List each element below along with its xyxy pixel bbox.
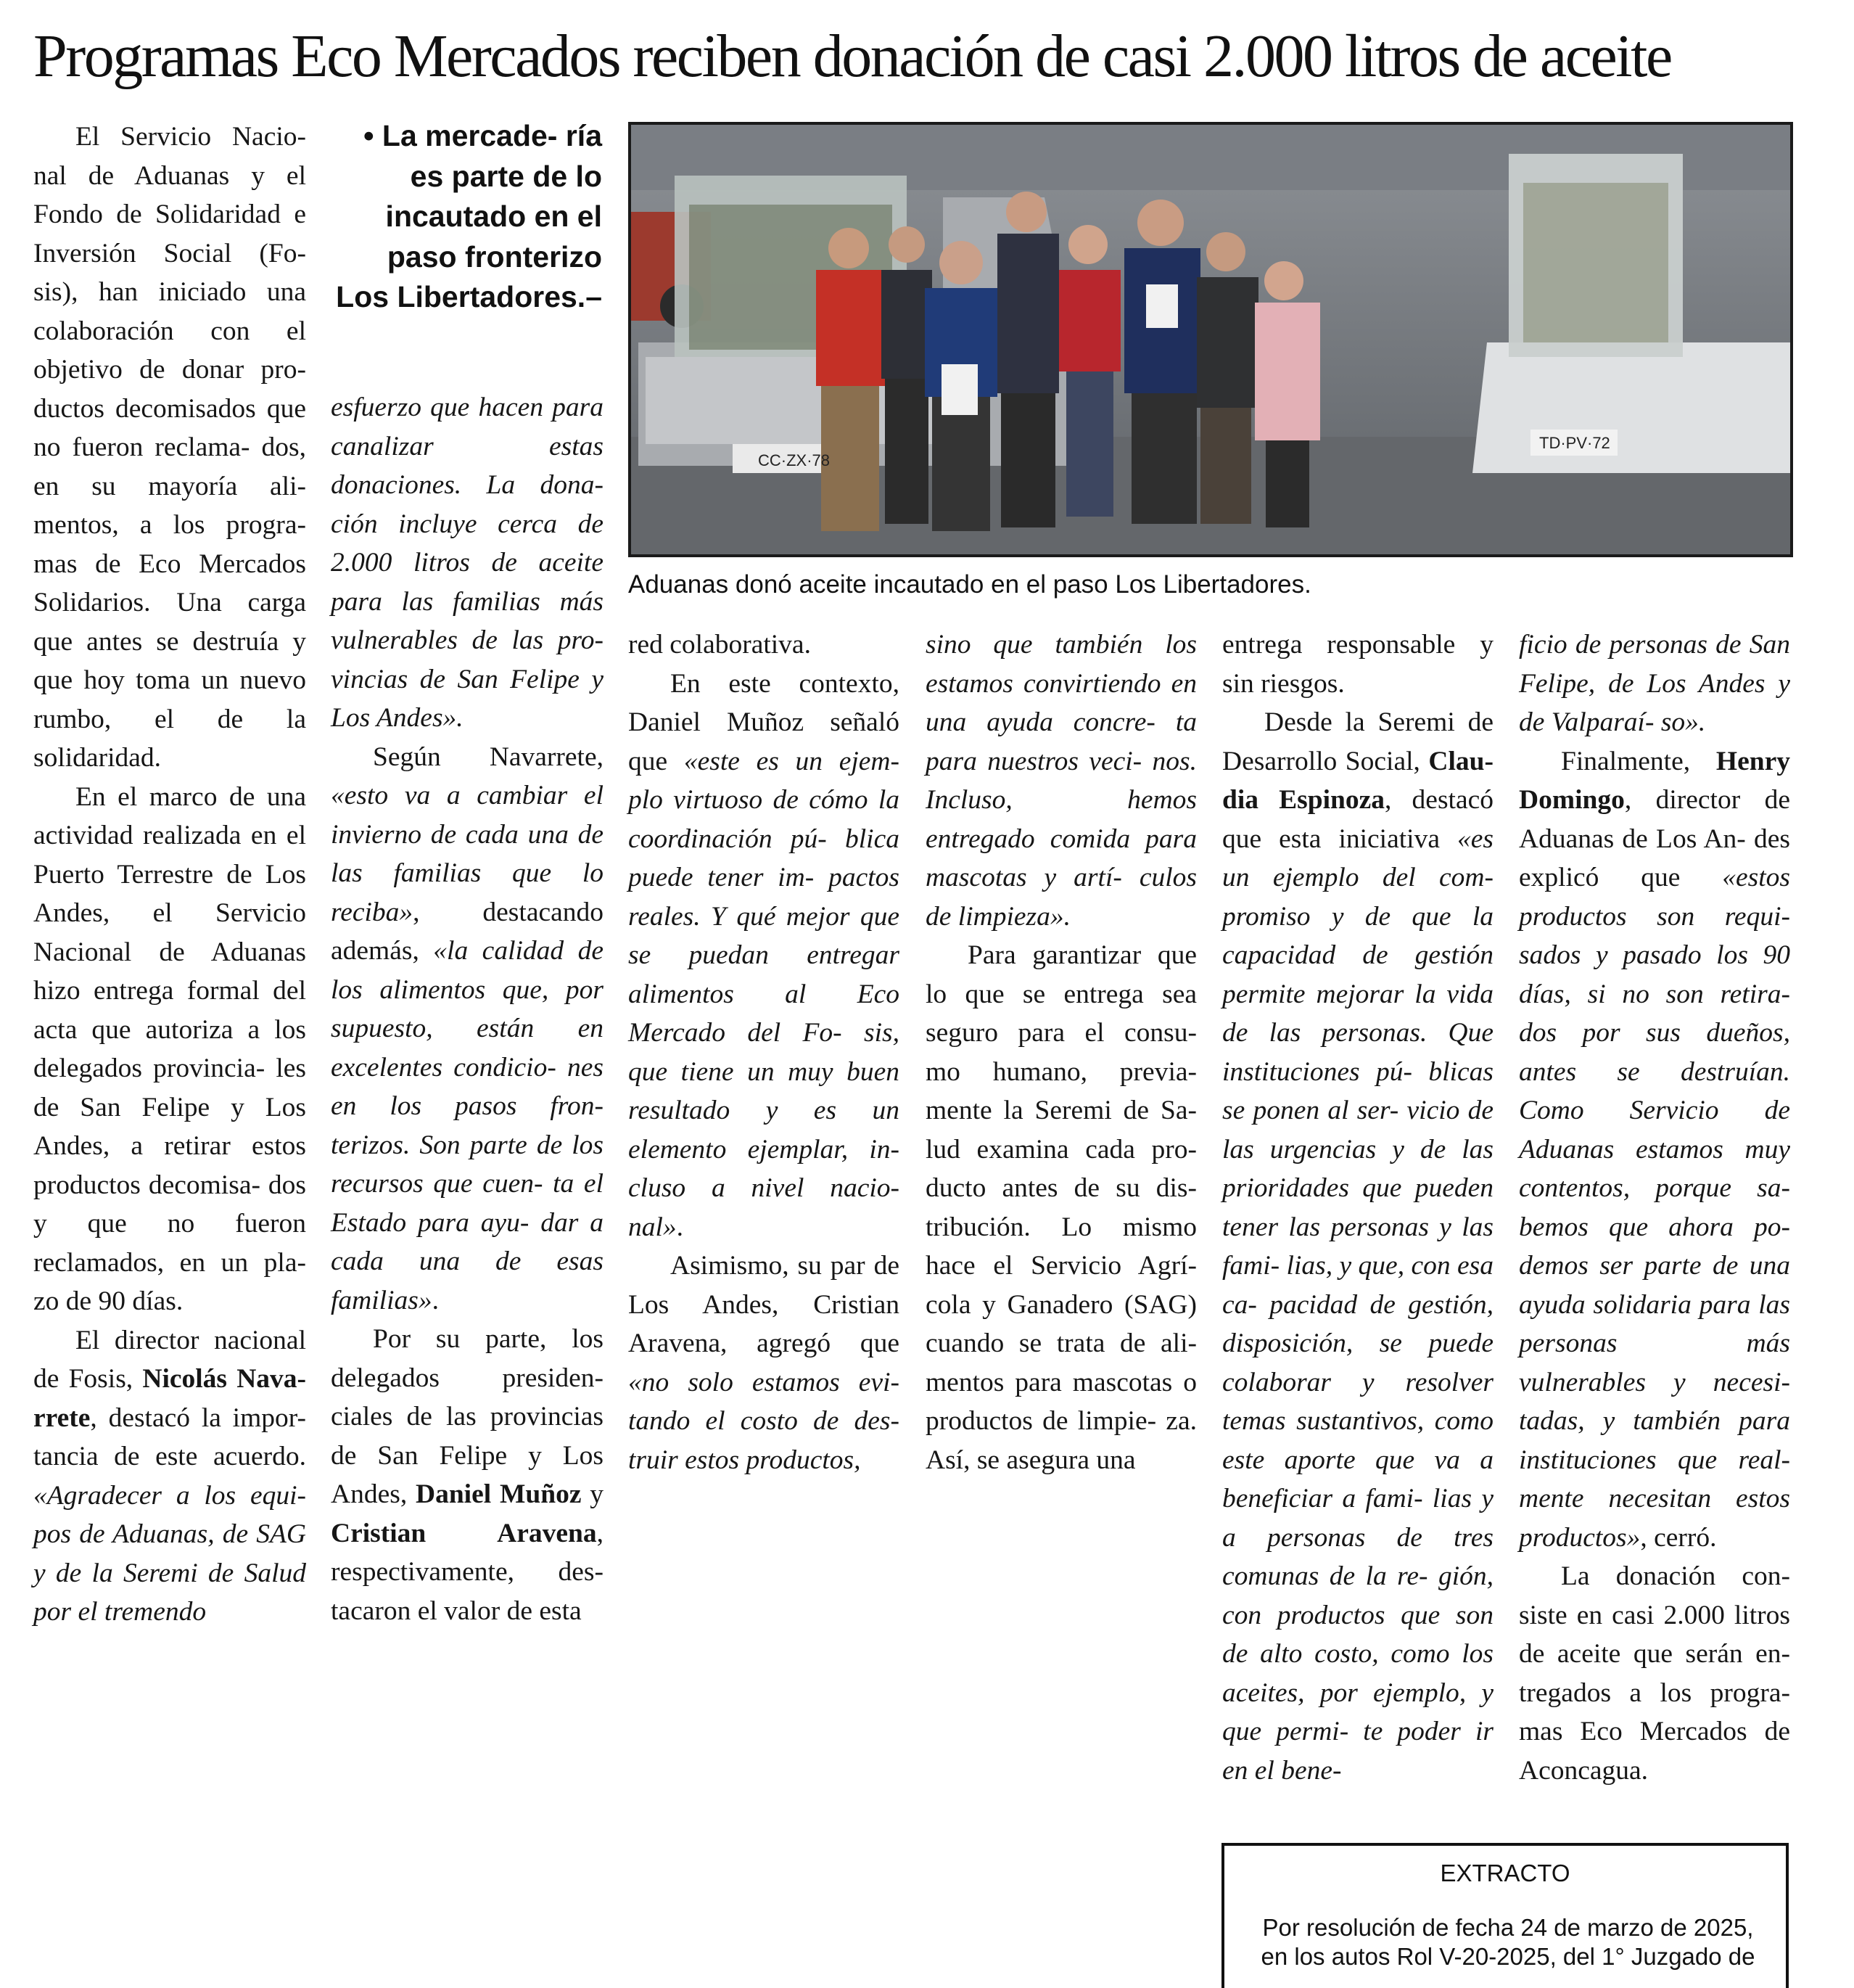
person-name: Nicolás Nava- rrete (33, 1364, 307, 1433)
quote: «esto va a cambiar el invierno de cada una de las familias que lo reciba» (331, 781, 603, 927)
quote: «estos productos son requi- sados y pasado los 90 días, si no son retira- dos por sus dueños, antes se destruían. Como Servicio de Aduanas estamos muy contentos, porque sa- bemos que ahora po- demos ser parte de una ayuda solidaria para las personas más vulnerables y necesi- tadas, y también para instituciones que real- mente necesitan estos productos» (1519, 863, 1790, 1553)
text-run: Asimismo, su par de Los Andes, Cristian Aravena, agregó que (628, 1251, 899, 1358)
extracto-line: en los autos Rol V-20-2025, del 1° Juzgado de (1261, 1943, 1755, 1970)
extracto-box (1221, 1843, 1789, 1988)
text-run: Según Navarrete, (373, 742, 603, 772)
photo-caption: Aduanas donó aceite incautado en el paso Los Libertadores. (628, 570, 1311, 599)
extracto-line: Por resolución de fecha 24 de marzo de 2025, (1262, 1914, 1754, 1941)
quote: «no solo estamos evi- tando el costo de des- truir estos productos, (628, 1367, 899, 1475)
paragraph (628, 1246, 899, 1479)
person-name: Henry Domingo (1519, 746, 1790, 815)
text-run: . (432, 1285, 439, 1315)
paragraph (1222, 703, 1494, 1790)
quote: «este es un ejem- plo virtuoso de cómo la coordinación pú- blica puede tener im- pactos reales. Y qué mejor que se puedan entregar alimentos al Eco Mercado del Fo- sis, que tiene un muy buen resultado y es un elemento ejemplar, in- cluso a nivel nacio- nal» (628, 746, 899, 1242)
paragraph (926, 625, 1197, 936)
text-run: , destacó que esta iniciativa (1222, 785, 1494, 854)
text-run: Finalmente, (1561, 746, 1691, 776)
quote: esfuerzo que hacen para canalizar estas donaciones. La dona- ción incluye cerca de 2.000 litros de aceite para las familias más vulnerables de las pro- vincias de San Felipe y Los Andes». (331, 393, 603, 733)
photo-illustration (631, 125, 1790, 554)
paragraph: En el marco de una actividad realizada en el Puerto Terrestre de Los Andes, el Servicio Nacional de Aduanas hizo entrega formal del acta que autoriza a los delegados provincia- les de San Felipe y Los Andes, a retirar estos productos decomisa- dos y que no fueron reclamados, en un pla- zo de 90 días. (33, 781, 306, 1316)
text-run: En este contexto, Daniel Muñoz señaló que (628, 668, 899, 776)
paragraph (1519, 625, 1790, 742)
paragraph (331, 738, 603, 1320)
text-run: Por su parte, los delegados presiden- ciales de las provincias de San Felipe y Los Andes, (331, 1324, 603, 1509)
quote: «la calidad de los alimentos que, por supuesto, están en excelentes condicio- nes en los pasos fron- terizos. Son parte de los recursos que cuen- ta el Estado para ayu- dar a cada una de esas familias» (331, 936, 604, 1315)
kicker: • La mercade- ría es parte de lo incautado en el paso fronterizo Los Libertadores.– (336, 119, 602, 313)
paragraph: La donación con- siste en casi 2.000 litros de aceite que serán en- tregados a los progra- mas Eco Mercados de Aconcagua. (1519, 1561, 1790, 1786)
text-run: , director de Aduanas de Los An- des explicó que (1519, 785, 1790, 892)
extracto-title: EXTRACTO (1440, 1860, 1570, 1886)
article-column-3 (628, 625, 899, 1479)
article-column-1 (33, 118, 306, 1632)
extracto-body (1252, 1913, 1764, 1971)
person-name: Clau- dia Espinoza (1222, 746, 1494, 815)
paragraph: Para garantizar que lo que se entrega sea seguro para el consu- mo humano, previa- mente la Seremi de Sa- lud examina cada pro- ducto antes de su dis- tribución. Lo mismo hace el Servicio Agrí- cola y Ganadero (SAG) cuando se trata de ali- mentos para mascotas o productos de limpie- za. Así, se asegura una (926, 940, 1197, 1475)
quote: «es un ejemplo del com- promiso y de que la capacidad de gestión permite mejorar la vida de las personas. Que instituciones pú- blicas se ponen al ser- vicio de las urgencias y de las prioridades que pueden tener las personas y las fami- lias, y que, con esa ca- pacidad de gestión, disposición, se puede colaborar y resolver temas sustantivos, como este aporte que va a beneficiar a fami- lias y a personas de tres comunas de la re- gión, con productos que son de alto costo, como los aceites, por ejemplo, y que permi- te poder ir en el bene- (1222, 823, 1494, 1786)
paragraph: El Servicio Nacio- nal de Aduanas y el Fondo de Solidaridad e Inversión Social (Fo- sis), han iniciado una colaboración con el objetivo de donar pro- ductos decomisados que no fueron reclama- dos, en su mayoría ali- mentos, a los progra- mas de Eco Mercados Solidarios. Una carga que antes se destruía y que hoy toma un nuevo rumbo, el de la solidaridad. (33, 122, 306, 773)
paragraph (33, 1321, 306, 1632)
paragraph: red colaborativa. (628, 630, 811, 660)
paragraph (331, 388, 603, 738)
text-run: El director nacional de Fosis, (33, 1325, 306, 1394)
text-run: , destacó la impor- tancia de este acuerdo. (33, 1402, 306, 1471)
article-column-4 (926, 625, 1197, 1479)
license-plate-right: TD·PV·72 (1539, 434, 1610, 452)
quote: «Agradecer a los equi- pos de Aduanas, de SAG y de la Seremi de Salud por el tremendo (33, 1480, 306, 1627)
paragraph: entrega responsable y sin riesgos. (1222, 630, 1494, 699)
quote: ficio de personas de San Felipe, de Los Andes y de Valparaí- so». (1519, 630, 1790, 737)
license-plate-left: CC·ZX·78 (758, 451, 831, 469)
paragraph (628, 665, 899, 1247)
text-run: Desde la Seremi de Desarrollo Social, (1222, 707, 1494, 776)
article-column-6 (1519, 625, 1790, 1790)
quote: sino que también los estamos convirtiendo en una ayuda concre- ta para nuestros veci- nos. Incluso, hemos entregado comida para mascotas y artí- culos de limpieza». (926, 630, 1197, 932)
person-name: Cristian Aravena (331, 1518, 597, 1548)
headline: Programas Eco Mercados reciben donación de casi 2.000 litros de aceite (33, 22, 1671, 90)
text-run: y (590, 1479, 604, 1509)
article-column-5 (1222, 625, 1494, 1790)
text-run: . (676, 1212, 684, 1242)
text-run: , respectivamente, des- tacaron el valor de esta (331, 1518, 603, 1626)
text-run: , destacando además, (331, 897, 603, 966)
paragraph (331, 1320, 603, 1630)
article-column-2 (331, 388, 603, 1630)
person-name: Daniel Muñoz (416, 1479, 582, 1509)
news-photo (628, 122, 1793, 557)
text-run: , cerró. (1640, 1522, 1717, 1553)
paragraph (1519, 742, 1790, 1558)
